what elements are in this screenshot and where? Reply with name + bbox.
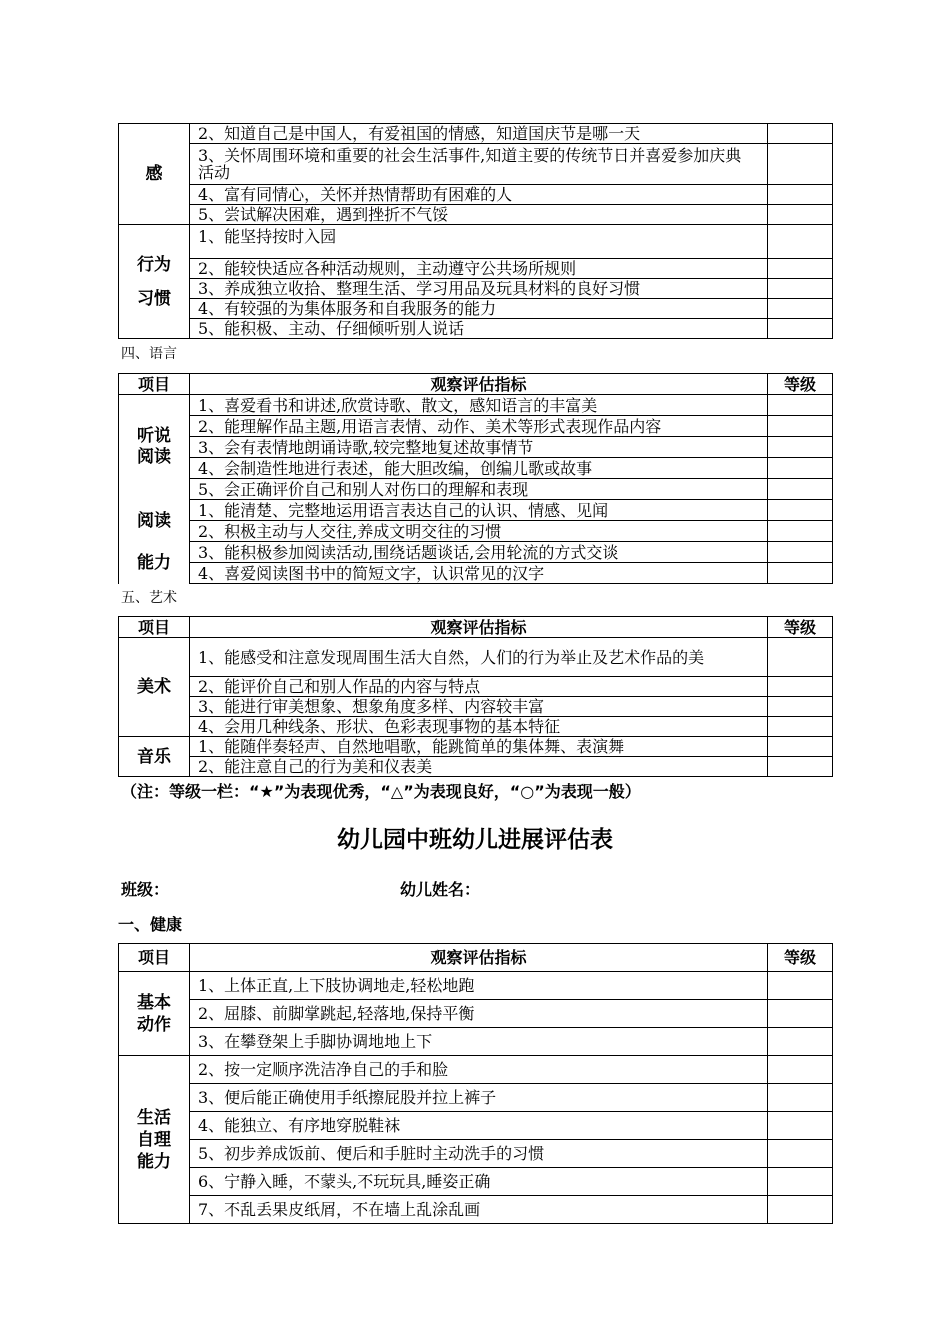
indicator: 2、能评价自己和别人作品的内容与特点 bbox=[190, 677, 768, 697]
table-row bbox=[119, 1028, 833, 1056]
table-row bbox=[119, 1084, 833, 1112]
table-row bbox=[119, 1112, 833, 1140]
table-header-row bbox=[119, 617, 833, 638]
table-row bbox=[119, 185, 833, 205]
grade-cell[interactable] bbox=[768, 1084, 833, 1112]
indicator: 2、能较快适应各种活动规则，主动遵守公共场所规则 bbox=[190, 259, 768, 279]
table-health bbox=[118, 943, 833, 1224]
header-indicator: 观察评估指标 bbox=[190, 944, 768, 972]
header-item: 项目 bbox=[119, 374, 190, 395]
grade-cell[interactable] bbox=[768, 1028, 833, 1056]
indicator: 3、会有表情地朗诵诗歌,较完整地复述故事情节 bbox=[190, 437, 768, 458]
table-row bbox=[119, 1056, 833, 1084]
indicator: 2、能理解作品主题,用语言表情、动作、美术等形式表现作品内容 bbox=[190, 416, 768, 437]
indicator: 2、能注意自己的行为美和仪表美 bbox=[190, 757, 768, 777]
indicator: 5、尝试解决困难，遇到挫折不气馁 bbox=[190, 205, 768, 225]
category-line: 自理 bbox=[137, 1129, 171, 1150]
category-line: 阅读 bbox=[137, 447, 171, 468]
category-listening-reading bbox=[119, 395, 190, 500]
table-row bbox=[119, 458, 833, 479]
indicator: 6、宁静入睡，不蒙头,不玩玩具,睡姿正确 bbox=[190, 1168, 768, 1196]
indicator: 5、能积极、主动、仔细倾听别人说话 bbox=[190, 319, 768, 339]
grade-cell[interactable] bbox=[768, 144, 833, 185]
header-indicator: 观察评估指标 bbox=[190, 617, 768, 638]
table-row bbox=[119, 416, 833, 437]
grade-cell[interactable] bbox=[768, 124, 833, 144]
indicator: 5、初步养成饭前、便后和手脏时主动洗手的习惯 bbox=[190, 1140, 768, 1168]
indicator: 2、积极主动与人交往,养成文明交往的习惯 bbox=[190, 521, 768, 542]
table-row bbox=[119, 395, 833, 416]
indicator: 1、能感受和注意发现周围生活大自然，人们的行为举止及艺术作品的美 bbox=[190, 638, 768, 677]
table-row bbox=[119, 757, 833, 777]
table-row bbox=[119, 1000, 833, 1028]
indicator: 3、能积极参加阅读活动,围绕话题谈话,会用轮流的方式交谈 bbox=[190, 542, 768, 563]
grade-cell[interactable] bbox=[768, 542, 833, 563]
table-row bbox=[119, 563, 833, 584]
grade-cell[interactable] bbox=[768, 416, 833, 437]
category-music: 音乐 bbox=[119, 737, 190, 777]
category-line: 听说 bbox=[137, 426, 171, 447]
indicator: 4、喜爱阅读图书中的简短文字，认识常见的汉字 bbox=[190, 563, 768, 584]
section-heading-art: 五、艺术 bbox=[121, 590, 177, 606]
grade-cell[interactable] bbox=[768, 185, 833, 205]
grade-cell[interactable] bbox=[768, 500, 833, 521]
indicator: 3、在攀登架上手脚协调地地上下 bbox=[190, 1028, 768, 1056]
grade-cell[interactable] bbox=[768, 1056, 833, 1084]
table-row bbox=[119, 1168, 833, 1196]
category-self-care bbox=[119, 1056, 190, 1224]
grade-cell[interactable] bbox=[768, 279, 833, 299]
table-header-row bbox=[119, 374, 833, 395]
grade-cell[interactable] bbox=[768, 638, 833, 677]
category-reading-ability bbox=[119, 500, 190, 584]
category-line: 基本 bbox=[137, 992, 171, 1013]
grade-cell[interactable] bbox=[768, 1140, 833, 1168]
table-row bbox=[119, 972, 833, 1000]
table-row bbox=[119, 521, 833, 542]
section-heading-health: 一、健康 bbox=[118, 915, 183, 934]
indicator: 1、能坚持按时入园 bbox=[190, 225, 768, 259]
indicator: 2、知道自己是中国人，有爱祖国的情感，知道国庆节是哪一天 bbox=[190, 124, 768, 144]
grade-cell[interactable] bbox=[768, 319, 833, 339]
header-grade: 等级 bbox=[768, 617, 833, 638]
grade-cell[interactable] bbox=[768, 479, 833, 500]
grade-cell[interactable] bbox=[768, 225, 833, 259]
grade-cell[interactable] bbox=[768, 458, 833, 479]
table-art bbox=[118, 616, 833, 777]
grade-cell[interactable] bbox=[768, 1168, 833, 1196]
grade-cell[interactable] bbox=[768, 972, 833, 1000]
grade-cell[interactable] bbox=[768, 737, 833, 757]
grade-cell[interactable] bbox=[768, 677, 833, 697]
section-heading-language: 四、语言 bbox=[121, 346, 177, 362]
header-grade: 等级 bbox=[768, 944, 833, 972]
grade-cell[interactable] bbox=[768, 1196, 833, 1224]
table-row bbox=[119, 225, 833, 259]
grade-cell[interactable] bbox=[768, 1112, 833, 1140]
category-line: 习惯 bbox=[137, 288, 171, 309]
table-row bbox=[119, 542, 833, 563]
grade-cell[interactable] bbox=[768, 717, 833, 737]
indicator: 3、养成独立收拾、整理生活、学习用品及玩具材料的良好习惯 bbox=[190, 279, 768, 299]
table-row bbox=[119, 144, 833, 185]
table-row bbox=[119, 1196, 833, 1224]
grade-cell[interactable] bbox=[768, 395, 833, 416]
indicator: 1、上体正直,上下肢协调地走,轻松地跑 bbox=[190, 972, 768, 1000]
header-indicator: 观察评估指标 bbox=[190, 374, 768, 395]
indicator: 4、有较强的为集体服务和自我服务的能力 bbox=[190, 299, 768, 319]
table-row bbox=[119, 677, 833, 697]
indicator: 4、富有同情心，关怀并热情帮助有困难的人 bbox=[190, 185, 768, 205]
table-language bbox=[118, 373, 833, 584]
header-grade: 等级 bbox=[768, 374, 833, 395]
indicator: 1、能随伴奏轻声、自然地唱歌，能跳简单的集体舞、表演舞 bbox=[190, 737, 768, 757]
grade-cell[interactable] bbox=[768, 1000, 833, 1028]
table-row bbox=[119, 299, 833, 319]
indicator: 1、喜爱看书和讲述,欣赏诗歌、散文，感知语言的丰富美 bbox=[190, 395, 768, 416]
indicator: 3、关怀周围环境和重要的社会生活事件,知道主要的传统节日并喜爱参加庆典活动 bbox=[190, 144, 768, 185]
grade-cell[interactable] bbox=[768, 437, 833, 458]
indicator: 3、能进行审美想象、想象角度多样、内容较丰富 bbox=[190, 697, 768, 717]
category-emotion: 感 bbox=[119, 124, 190, 225]
page-title: 幼儿园中班幼儿进展评估表 bbox=[337, 827, 613, 853]
grade-cell[interactable] bbox=[768, 757, 833, 777]
grade-cell[interactable] bbox=[768, 563, 833, 584]
indicator: 7、不乱丢果皮纸屑，不在墙上乱涂乱画 bbox=[190, 1196, 768, 1224]
category-line: 动作 bbox=[137, 1014, 171, 1035]
table-row bbox=[119, 717, 833, 737]
grade-cell[interactable] bbox=[768, 299, 833, 319]
indicator: 4、会用几种线条、形状、色彩表现事物的基本特征 bbox=[190, 717, 768, 737]
table-row bbox=[119, 697, 833, 717]
header-item: 项目 bbox=[119, 944, 190, 972]
category-basic-movement bbox=[119, 972, 190, 1056]
category-line: 能力 bbox=[137, 552, 171, 573]
grade-cell[interactable] bbox=[768, 697, 833, 717]
table-row bbox=[119, 319, 833, 339]
table-social-behavior bbox=[118, 123, 833, 339]
child-name-label: 幼儿姓名： bbox=[400, 880, 481, 899]
table-row bbox=[119, 479, 833, 500]
indicator: 5、会正确评价自己和别人对伤口的理解和表现 bbox=[190, 479, 768, 500]
indicator: 4、能独立、有序地穿脱鞋袜 bbox=[190, 1112, 768, 1140]
table-row bbox=[119, 1140, 833, 1168]
category-line: 行为 bbox=[137, 254, 171, 275]
indicator: 3、便后能正确使用手纸擦屁股并拉上裤子 bbox=[190, 1084, 768, 1112]
indicator: 1、能清楚、完整地运用语言表达自己的认识、情感、见闻 bbox=[190, 500, 768, 521]
table-row bbox=[119, 638, 833, 677]
grade-cell[interactable] bbox=[768, 205, 833, 225]
header-item: 项目 bbox=[119, 617, 190, 638]
table-row bbox=[119, 259, 833, 279]
table-row bbox=[119, 279, 833, 299]
category-line: 能力 bbox=[137, 1151, 171, 1172]
table-row bbox=[119, 437, 833, 458]
category-line: 阅读 bbox=[137, 510, 171, 531]
table-row bbox=[119, 500, 833, 521]
grade-legend-note: （注：等级一栏：“★”为表现优秀，“△”为表现良好，“○”为表现一般） bbox=[121, 782, 641, 801]
grade-cell[interactable] bbox=[768, 521, 833, 542]
table-header-row bbox=[119, 944, 833, 972]
grade-cell[interactable] bbox=[768, 259, 833, 279]
class-label: 班级： bbox=[121, 880, 170, 899]
indicator: 2、屈膝、前脚掌跳起,轻落地,保持平衡 bbox=[190, 1000, 768, 1028]
category-line: 生活 bbox=[137, 1107, 171, 1128]
category-behavior-habits bbox=[119, 225, 190, 339]
indicator: 2、按一定顺序洗洁净自己的手和脸 bbox=[190, 1056, 768, 1084]
indicator: 4、会制造性地进行表述，能大胆改编，创编儿歌或故事 bbox=[190, 458, 768, 479]
table-row bbox=[119, 205, 833, 225]
table-row bbox=[119, 124, 833, 144]
category-fine-arts: 美术 bbox=[119, 638, 190, 737]
table-row bbox=[119, 737, 833, 757]
